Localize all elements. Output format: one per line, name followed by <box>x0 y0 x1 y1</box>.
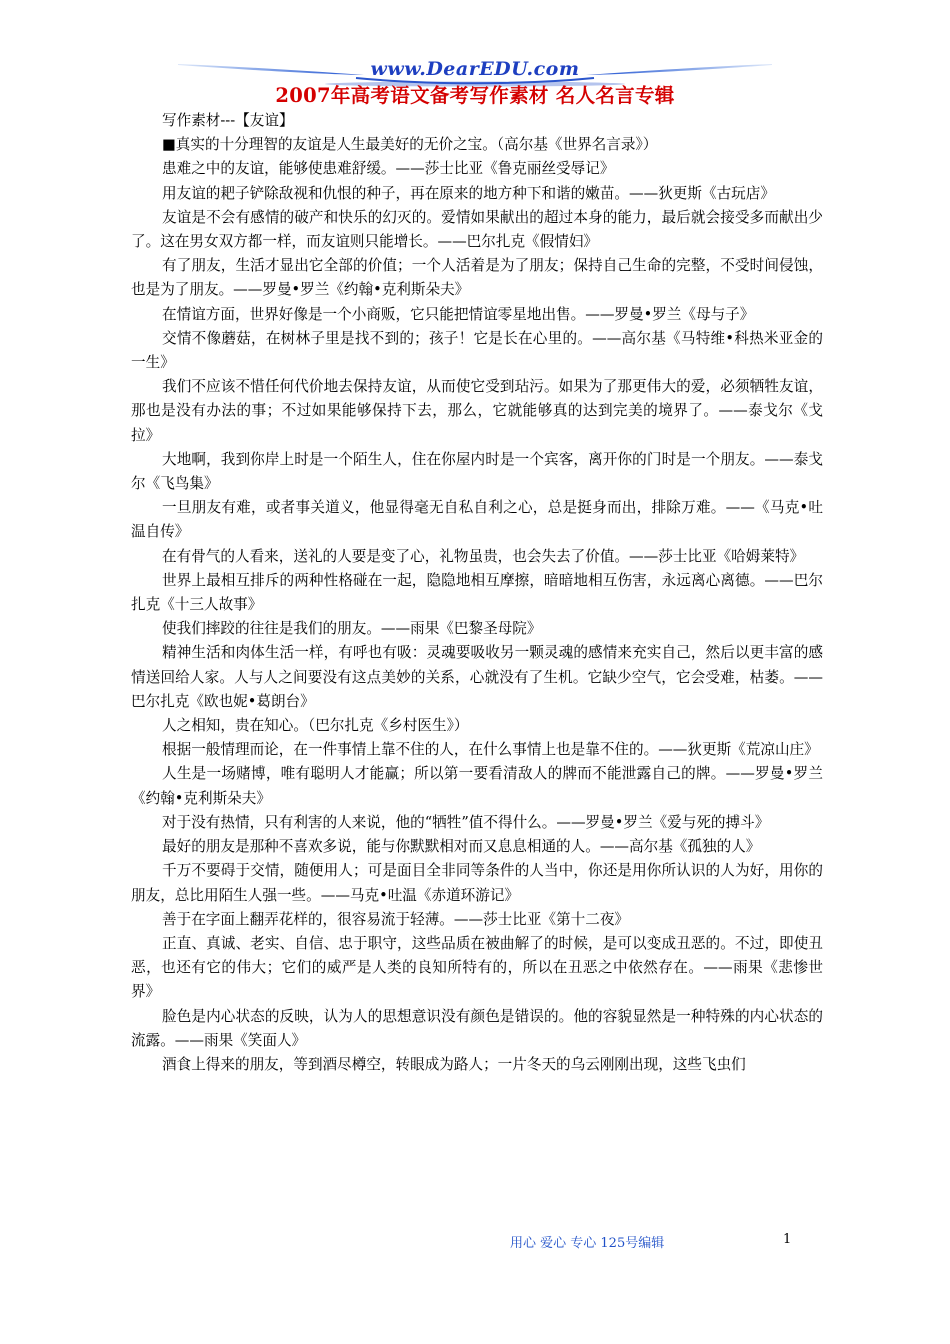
body-paragraph: 善于在字面上翻弄花样的，很容易流于轻薄。——莎士比亚《第十二夜》 <box>162 910 630 928</box>
body-paragraph: 有了朋友，生活才显出它全部的价值；一个人活着是为了朋友；保持自己生命的完整，不受时间侵蚀，也是为了朋友。——罗曼•罗兰《约翰•克利斯朵夫》 <box>131 257 823 299</box>
page-number: 1 <box>783 1232 792 1247</box>
body-paragraph: 交情不像蘑菇，在树林子里是找不到的；孩子！它是长在心里的。——高尔基《马特维•科热米亚金的一生》 <box>131 329 823 372</box>
body-paragraph: 在情谊方面，世界好像是一个小商贩，它只能把情谊零星地出售。——罗曼•罗兰《母与子》 <box>162 305 755 323</box>
body-paragraph: 精神生活和肉体生活一样，有呼也有吸：灵魂要吸收另一颗灵魂的感情来充实自己，然后以更丰富的感情送回给人家。人与人之间要没有这点美妙的关系，心就没有了生机。它缺少空气，它会受难，枯萎。——巴尔扎克《欧也妮•葛朗台》 <box>131 644 823 710</box>
body-paragraph: 写作素材---【友谊】 <box>162 112 294 129</box>
body-paragraph: 对于没有热情，只有利害的人来说，他的“牺牲”值不得什么。——罗曼•罗兰《爱与死的搏斗》 <box>162 813 770 831</box>
body-paragraph: 人生是一场赌博，唯有聪明人才能赢；所以第一要看清敌人的牌而不能泄露自己的牌。——罗曼•罗兰《约翰•克利斯朵夫》 <box>131 765 823 807</box>
body-paragraph: 在有骨气的人看来，送礼的人要是变了心，礼物虽贵，也会失去了价值。——莎士比亚《哈姆莱特》 <box>162 547 805 565</box>
body-paragraph: 酒食上得来的朋友，等到酒尽樽空，转眼成为路人；一片冬天的乌云刚刚出现，这些飞虫们 <box>162 1055 746 1073</box>
body-paragraph: 患难之中的友谊，能够使患难舒缓。——莎士比亚《鲁克丽丝受辱记》 <box>162 160 615 178</box>
body-paragraph: 使我们摔跤的往往是我们的朋友。——雨果《巴黎圣母院》 <box>162 620 542 638</box>
page-footer <box>0 1232 950 1252</box>
body-paragraph: 我们不应该不惜任何代价地去保持友谊，从而使它受到玷污。如果为了那更伟大的爱，必须牺牲友谊，那也是没有办法的事；不过如果能够保持下去，那么，它就能够真的达到完美的境界了。——泰戈尔《戈拉》 <box>131 378 823 444</box>
body-paragraph: 人之相知，贵在知心。（巴尔扎克《乡村医生》） <box>162 717 469 735</box>
body-paragraph: 世界上最相互排斥的两种性格碰在一起，隐隐地相互摩擦，暗暗地相互伤害，永远离心离德。——巴尔扎克《十三人故事》 <box>131 571 823 614</box>
body-paragraph: 友谊是不会有感情的破产和快乐的幻灭的。爱情如果献出的超过本身的能力，最后就会接受多而献出少了。这在男女双方都一样，而友谊则只能增长。——巴尔扎克《假情妇》 <box>131 208 823 251</box>
site-url: www.DearEDU.com <box>370 58 580 80</box>
body-paragraph: 一旦朋友有难，或者事关道义，他显得毫无自私自利之心，总是挺身而出，排除万难。——《马克•吐温自传》 <box>131 499 823 541</box>
body-paragraph: 正直、真诚、老实、自信、忠于职守，这些品质在被曲解了的时候，是可以变成丑恶的。不过，即使丑恶，也还有它的伟大；它们的威严是人类的良知所特有的，所以在丑恶之中依然存在。——雨果《悲惨世界》 <box>131 934 823 1001</box>
body-paragraph: 脸色是内心状态的反映，认为人的思想意识没有颜色是错误的。他的容貌显然是一种特殊的内心状态的流露。——雨果《笑面人》 <box>131 1007 823 1049</box>
body-paragraph: 根据一般情理而论，在一件事情上靠不住的人，在什么事情上也是靠不住的。——狄更斯《荒凉山庄》 <box>162 741 819 759</box>
body-paragraph: 大地啊，我到你岸上时是一个陌生人，住在你屋内时是一个宾客，离开你的门时是一个朋友。——泰戈尔《飞鸟集》 <box>131 450 823 493</box>
body-paragraph: 最好的朋友是那种不喜欢多说，能与你默默相对而又息息相通的人。——高尔基《孤独的人》 <box>162 838 761 856</box>
footer-text: 用心 爱心 专心 125号编辑 <box>510 1236 665 1251</box>
document-body <box>131 109 823 1077</box>
document-title: 2007年高考语文备考写作素材 名人名言专辑 <box>275 84 675 107</box>
body-paragraph: 用友谊的耙子铲除敌视和仇恨的种子，再在原来的地方种下和谐的嫩苗。——狄更斯《古玩店》 <box>162 184 775 202</box>
body-paragraph: ■真实的十分理智的友谊是人生最美好的无价之宝。（高尔基《世界名言录》） <box>162 136 658 154</box>
body-paragraph: 千万不要碍于交情，随便用人；可是面目全非同等条件的人当中，你还是用你所认识的人为好，用你的朋友，总比用陌生人强一些。——马克•吐温《赤道环游记》 <box>131 862 823 904</box>
